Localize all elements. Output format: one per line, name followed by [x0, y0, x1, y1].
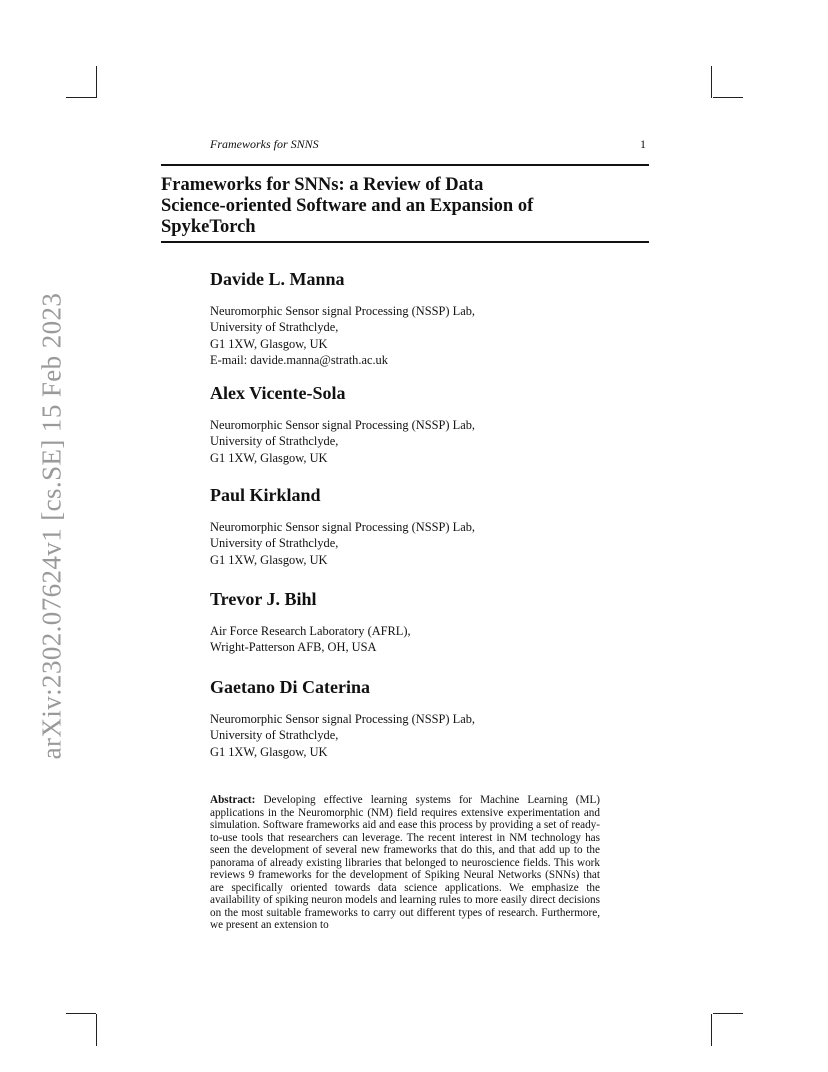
- affiliation-line: Neuromorphic Sensor signal Processing (NSSP) Lab,: [210, 712, 475, 726]
- running-head: [210, 137, 648, 152]
- author-block: [210, 484, 630, 568]
- author-block: [210, 588, 630, 656]
- affiliation-line: G1 1XW, Glasgow, UK: [210, 552, 328, 567]
- affiliation-line: Wright-Patterson AFB, OH, USA: [210, 640, 377, 655]
- crop-mark: [713, 97, 743, 98]
- title-line: SpykeTorch: [161, 217, 256, 237]
- title-line: Science-oriented Software and an Expansion of: [161, 196, 534, 216]
- abstract-label: Abstract:: [210, 794, 256, 806]
- title-line: Frameworks for SNNs: a Review of Data: [161, 175, 484, 195]
- crop-mark: [713, 1013, 743, 1014]
- affiliation-line: G1 1XW, Glasgow, UK: [210, 744, 328, 759]
- abstract-text: Developing effective learning systems for Machine Learning (ML) applications in the Neuromorphic (NM) field requires extensive experimentation and simulation. Software frameworks aid and ease this process by providing a set of ready-to-use tools that researchers can leverage. The recent interest in NM technology has seen the development of several new frameworks that do this, and that add up to the panorama of already existing libraries that belonged to neuroscience fields. This work reviews 9 frameworks for the development of Spiking Neural Networks (SNNs) that are specifically oriented towards data science applications. We emphasize the availability of spiking neuron models and learning rules to more easily direct decisions on the most suitable frameworks to carry out different types of research. Furthermore, we present an extension to: [210, 794, 601, 931]
- header-rule: [161, 164, 649, 166]
- crop-mark: [96, 66, 97, 98]
- affiliation-line: University of Strathclyde,: [210, 536, 339, 551]
- crop-mark: [96, 1014, 97, 1046]
- affiliation-line: Neuromorphic Sensor signal Processing (NSSP) Lab,: [210, 418, 475, 432]
- affiliation-line: G1 1XW, Glasgow, UK: [210, 450, 328, 465]
- author-name: Gaetano Di Caterina: [210, 677, 370, 697]
- arxiv-stamp: arXiv:2302.07624v1 [cs.SE] 15 Feb 2023: [36, 292, 67, 760]
- running-head-title: Frameworks for SNNS: [210, 137, 319, 151]
- abstract: [210, 794, 600, 932]
- affiliation-line: Neuromorphic Sensor signal Processing (NSSP) Lab,: [210, 304, 475, 318]
- crop-mark: [66, 1013, 96, 1014]
- title-rule: [161, 241, 649, 243]
- author-name: Davide L. Manna: [210, 269, 345, 289]
- crop-mark: [711, 66, 712, 98]
- author-block: [210, 382, 630, 466]
- author-block: [210, 268, 630, 368]
- affiliation-line: University of Strathclyde,: [210, 434, 339, 449]
- affiliation-line: University of Strathclyde,: [210, 728, 339, 743]
- author-name: Alex Vicente-Sola: [210, 383, 346, 403]
- author-email: E-mail: davide.manna@strath.ac.uk: [210, 352, 388, 367]
- crop-mark: [66, 97, 96, 98]
- crop-mark: [711, 1014, 712, 1046]
- affiliation-line: Air Force Research Laboratory (AFRL),: [210, 624, 411, 638]
- affiliation-line: G1 1XW, Glasgow, UK: [210, 336, 328, 351]
- author-name: Trevor J. Bihl: [210, 589, 317, 609]
- affiliation-line: Neuromorphic Sensor signal Processing (NSSP) Lab,: [210, 520, 475, 534]
- author-name: Paul Kirkland: [210, 485, 321, 505]
- page-number: 1: [640, 137, 646, 151]
- affiliation-line: University of Strathclyde,: [210, 320, 339, 335]
- paper-title: [161, 175, 581, 238]
- author-block: [210, 676, 630, 760]
